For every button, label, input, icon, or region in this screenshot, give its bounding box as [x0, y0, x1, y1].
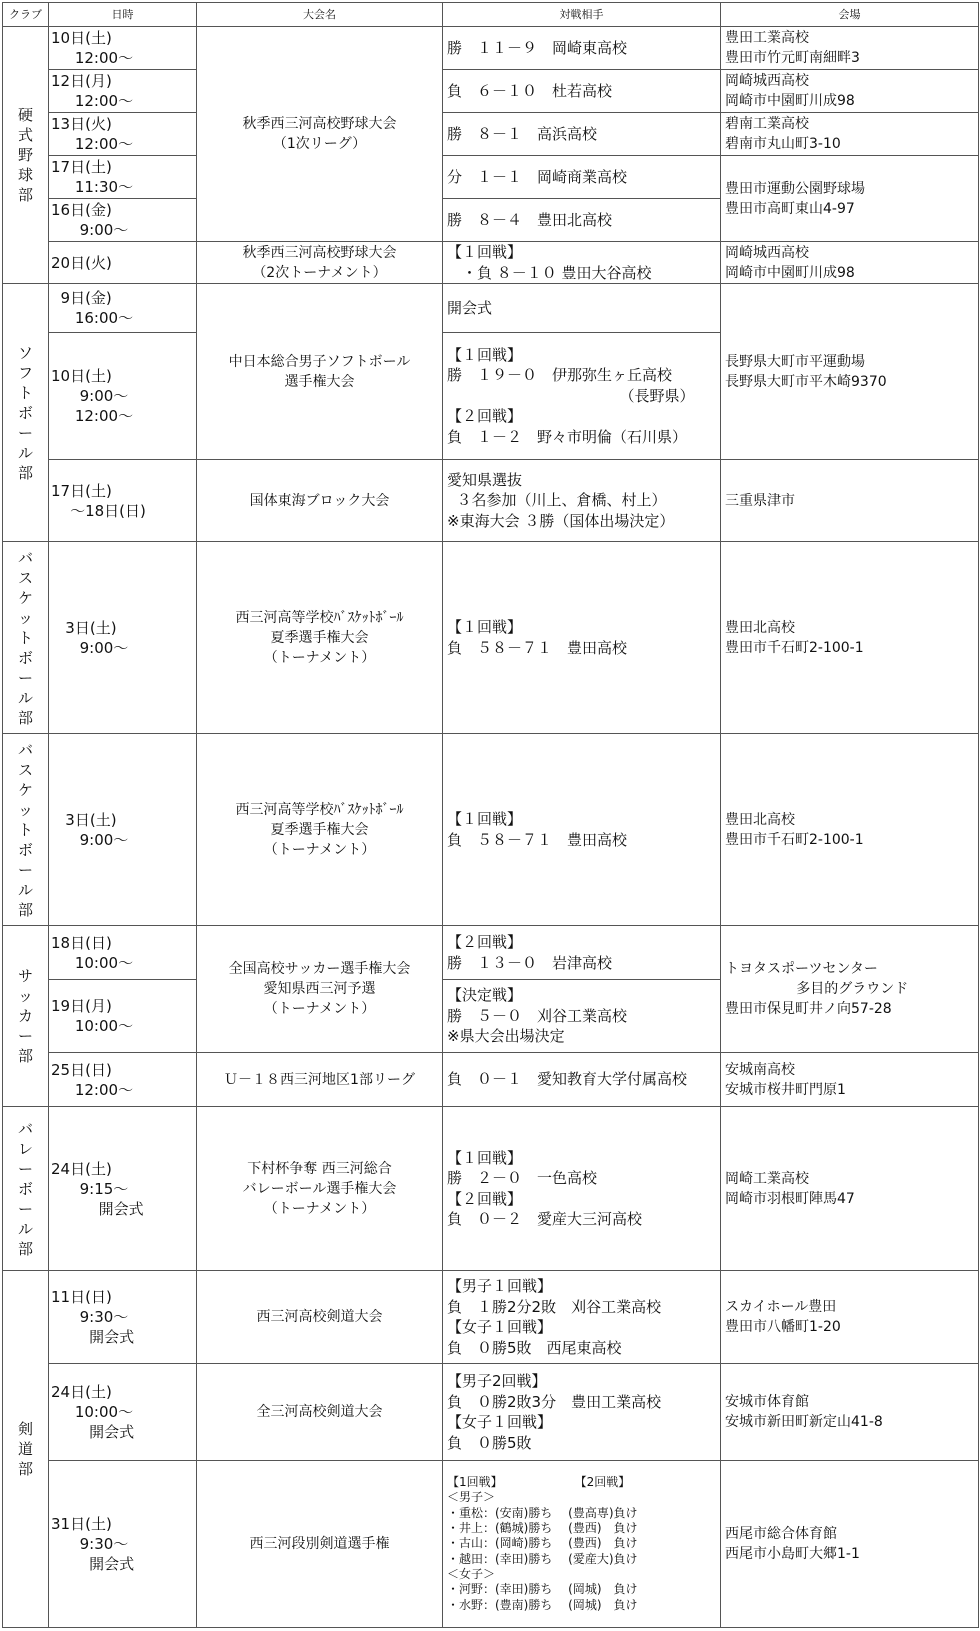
result-cell: 【１回戦】 負 ５８－７１ 豊田高校 — [443, 542, 721, 734]
event-cell: 国体東海ブロック大会 — [197, 460, 443, 542]
result-cell: 開会式 — [443, 284, 721, 333]
table-row — [3, 1053, 979, 1107]
date-cell: 11日(日) 9:30～ 開会式 — [49, 1271, 197, 1364]
event-cell: 西三河高等学校ﾊﾞｽｹｯﾄﾎﾞｰﾙ 夏季選手権大会 （トーナメント） — [197, 542, 443, 734]
club-baseball: 硬 式 野 球 部 — [3, 27, 49, 284]
venue-cell: 岡崎工業高校 岡崎市羽根町陣馬47 — [721, 1107, 979, 1271]
table-row — [3, 1461, 979, 1628]
header-datetime: 日時 — [49, 3, 197, 27]
event-cell: 西三河段別剣道選手権 — [197, 1461, 443, 1628]
result-cell: 【１回戦】 負 ５８－７１ 豊田高校 — [443, 734, 721, 926]
result-cell: 負 ０－１ 愛知教育大学付属高校 — [443, 1053, 721, 1107]
club-volleyball: バ レ ー ボ ー ル 部 — [3, 1107, 49, 1271]
event-cell: 全国高校サッカー選手権大会 愛知県西三河予選 （トーナメント） — [197, 926, 443, 1053]
table-row — [3, 1107, 979, 1271]
table-row — [3, 284, 979, 333]
table-row — [3, 156, 979, 199]
result-cell: 負 ６－１０ 杜若高校 — [443, 70, 721, 113]
header-event: 大会名 — [197, 3, 443, 27]
date-cell: 19日(月) 10:00～ — [49, 980, 197, 1053]
date-cell: 24日(土) 9:15～ 開会式 — [49, 1107, 197, 1271]
result-cell: 勝 １１－９ 岡崎東高校 — [443, 27, 721, 70]
result-cell: 勝 ８－１ 高浜高校 — [443, 113, 721, 156]
result-cell: 愛知県選抜 ３名参加（川上、倉橋、村上） ※東海大会 ３勝（国体出場決定） — [443, 460, 721, 542]
header-venue: 会場 — [721, 3, 979, 27]
venue-cell: 三重県津市 — [721, 460, 979, 542]
event-cell: 秋季西三河高校野球大会 （1次リーグ） — [197, 27, 443, 242]
date-cell: 25日(日) 12:00～ — [49, 1053, 197, 1107]
event-cell: Ｕ－１８西三河地区1部リーグ — [197, 1053, 443, 1107]
result-cell: 【決定戦】 勝 ５－０ 刈谷工業高校 ※県大会出場決定 — [443, 980, 721, 1053]
result-cell: 【1回戦】 【2回戦】 ＜男子＞ ・重松：(安南)勝ち (豊高専)負け ・井上：(鶴城)勝ち (豊西) 負け ・古山：(岡崎)勝ち (豊西) 負け ・越田：(幸田)勝ち (愛産大)負け ＜女子＞ ・河野：(幸田)勝ち (岡城) 負け ・水野：(豊南)勝ち (岡城) 負け — [443, 1461, 721, 1628]
date-cell: 3日(土) 9:00～ — [49, 734, 197, 926]
result-cell: 【男子１回戦】 負 １勝2分2敗 刈谷工業高校 【女子１回戦】 負 ０勝5敗 西尾東高校 — [443, 1271, 721, 1364]
result-cell: 【１回戦】 ・負 ８－１０ 豊田大谷高校 — [443, 242, 721, 284]
date-cell: 13日(火) 12:00～ — [49, 113, 197, 156]
date-cell: 24日(土) 10:00～ 開会式 — [49, 1364, 197, 1461]
date-cell: 10日(土) 9:00～ 12:00～ — [49, 333, 197, 460]
club-results-table — [2, 2, 979, 1628]
venue-cell: 碧南工業高校 碧南市丸山町3-10 — [721, 113, 979, 156]
result-cell: 【２回戦】 勝 １３－０ 岩津高校 — [443, 926, 721, 980]
header-opponent: 対戦相手 — [443, 3, 721, 27]
venue-cell: 安城南高校 安城市桜井町門原1 — [721, 1053, 979, 1107]
event-cell: 西三河高校剣道大会 — [197, 1271, 443, 1364]
club-softball: ソ フ ト ボ ー ル 部 — [3, 284, 49, 542]
venue-cell: 豊田北高校 豊田市千石町2-100-1 — [721, 734, 979, 926]
event-cell: 秋季西三河高校野球大会 （2次トーナメント） — [197, 242, 443, 284]
event-cell: 下村杯争奪 西三河総合 バレーボール選手権大会 （トーナメント） — [197, 1107, 443, 1271]
venue-cell: 西尾市総合体育館 西尾市小島町大郷1-1 — [721, 1461, 979, 1628]
date-cell: 20日(火) — [49, 242, 197, 284]
table-row — [3, 70, 979, 113]
event-cell: 西三河高等学校ﾊﾞｽｹｯﾄﾎﾞｰﾙ 夏季選手権大会 （トーナメント） — [197, 734, 443, 926]
date-cell: 16日(金) 9:00～ — [49, 199, 197, 242]
date-cell: 18日(日) 10:00～ — [49, 926, 197, 980]
result-cell: 【１回戦】 勝 ２－０ 一色高校 【２回戦】 負 ０－２ 愛産大三河高校 — [443, 1107, 721, 1271]
table-row — [3, 1364, 979, 1461]
date-cell: 17日(土) 11:30～ — [49, 156, 197, 199]
table-row — [3, 542, 979, 734]
venue-cell: 岡崎城西高校 岡崎市中園町川成98 — [721, 70, 979, 113]
header-row — [3, 3, 979, 27]
venue-cell: 豊田北高校 豊田市千石町2-100-1 — [721, 542, 979, 734]
venue-cell: 長野県大町市平運動場 長野県大町市平木崎9370 — [721, 284, 979, 460]
club-soccer: サ ッ カ ー 部 — [3, 926, 49, 1107]
table-row — [3, 926, 979, 980]
date-cell: 31日(土) 9:30～ 開会式 — [49, 1461, 197, 1628]
result-cell: 分 １－１ 岡崎商業高校 — [443, 156, 721, 199]
venue-cell: スカイホール豊田 豊田市八幡町1-20 — [721, 1271, 979, 1364]
date-cell: 9日(金) 16:00～ — [49, 284, 197, 333]
date-cell: 10日(土) 12:00～ — [49, 27, 197, 70]
result-cell: 【１回戦】 勝 １９－０ 伊那弥生ヶ丘高校 （長野県） 【２回戦】 負 １－２ 野々市明倫（石川県） — [443, 333, 721, 460]
venue-cell: 豊田市運動公園野球場 豊田市高町東山4-97 — [721, 156, 979, 242]
club-basketball: バ ス ケ ッ ト ボ ー ル 部 — [3, 542, 49, 734]
result-cell: 勝 ８－４ 豊田北高校 — [443, 199, 721, 242]
table-row — [3, 1271, 979, 1364]
date-cell: 3日(土) 9:00～ — [49, 542, 197, 734]
result-cell: 【男子2回戦】 負 ０勝2敗3分 豊田工業高校 【女子１回戦】 負 ０勝5敗 — [443, 1364, 721, 1461]
event-cell: 全三河高校剣道大会 — [197, 1364, 443, 1461]
club-kendo: 剣 道 部 — [3, 1271, 49, 1628]
header-club: クラブ — [3, 3, 49, 27]
table-row — [3, 460, 979, 542]
venue-cell: 豊田工業高校 豊田市竹元町南細畔3 — [721, 27, 979, 70]
venue-cell: トヨタスポーツセンター 多目的グラウンド 豊田市保見町井ノ向57-28 — [721, 926, 979, 1053]
event-cell: 中日本総合男子ソフトボール 選手権大会 — [197, 284, 443, 460]
club-basketball: バ ス ケ ッ ト ボ ー ル 部 — [3, 734, 49, 926]
table-row — [3, 113, 979, 156]
table-row — [3, 27, 979, 70]
table-row — [3, 242, 979, 284]
venue-cell: 安城市体育館 安城市新田町新定山41-8 — [721, 1364, 979, 1461]
date-cell: 12日(月) 12:00～ — [49, 70, 197, 113]
table-row — [3, 734, 979, 926]
date-cell: 17日(土) ～18日(日) — [49, 460, 197, 542]
venue-cell: 岡崎城西高校 岡崎市中園町川成98 — [721, 242, 979, 284]
